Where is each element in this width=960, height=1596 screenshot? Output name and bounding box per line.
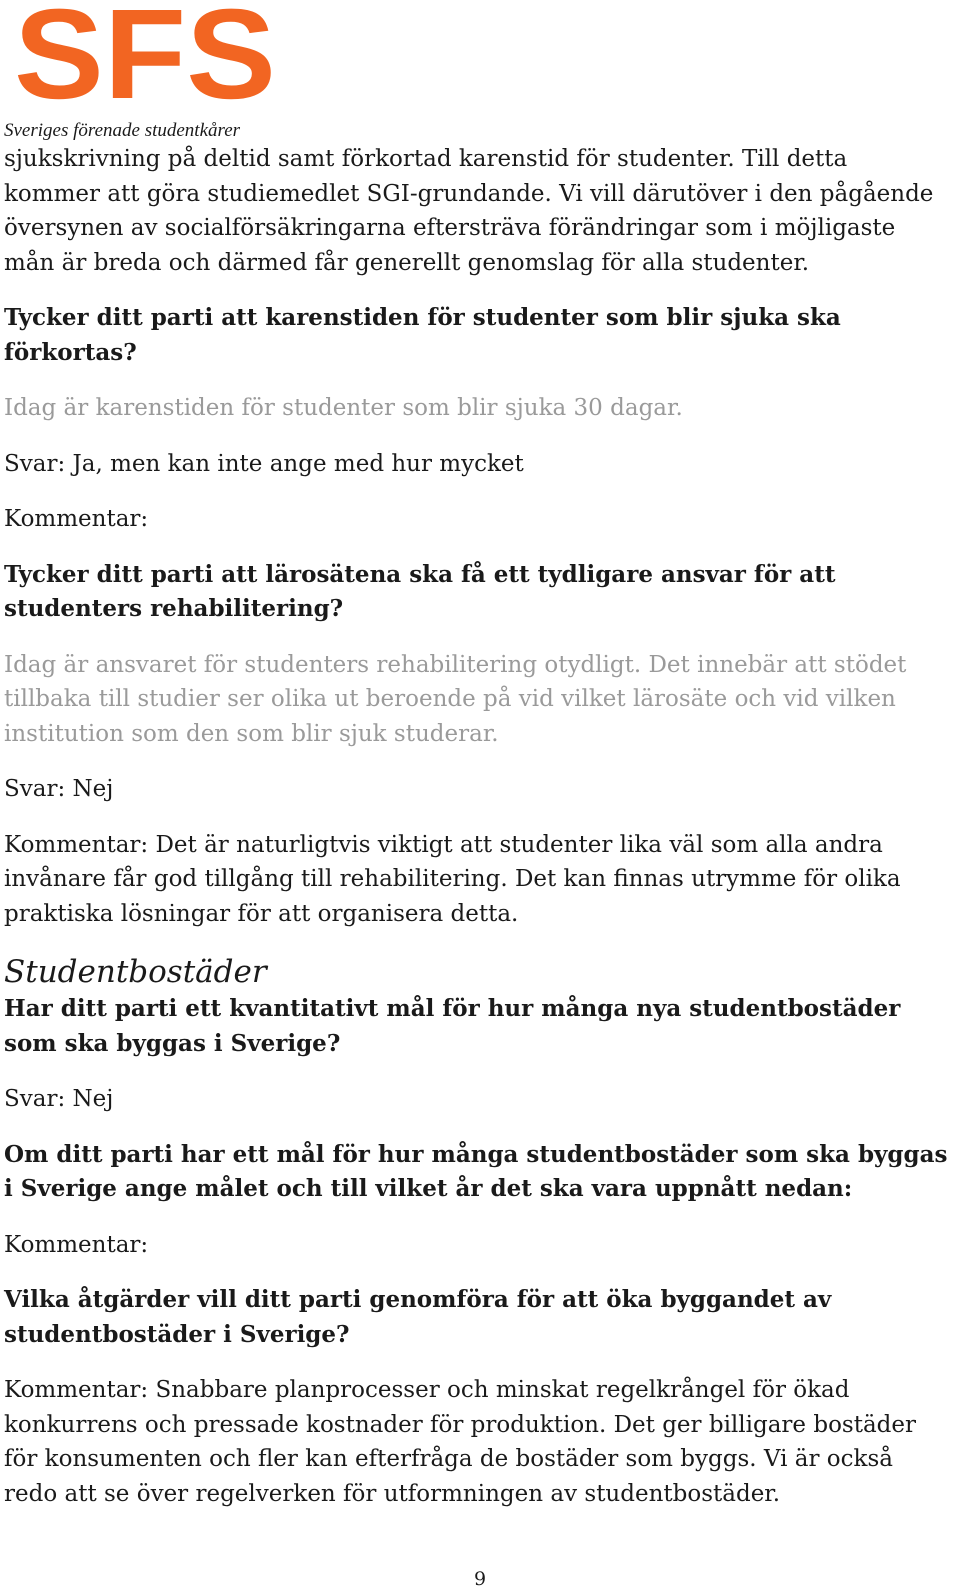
sfs-logo-mark <box>14 0 284 110</box>
comment-rehabilitering: Kommentar: Det är naturligtvis viktigt att studenter lika väl som alla andra invånare får god tillgång till rehabilitering. Det kan finnas utrymme för olika praktiska lösningar för att organisera detta. <box>4 831 901 927</box>
logo-tagline: Sveriges förenade studentkårer <box>4 120 241 141</box>
question-karenstid: Tycker ditt parti att karenstiden för studenter som blir sjuka ska förkortas? <box>4 304 841 366</box>
answer-karenstid: Svar: Ja, men kan inte ange med hur mycket <box>4 450 524 477</box>
question-rehabilitering: Tycker ditt parti att lärosätena ska få ett tydligare ansvar för att studenters rehabilitering? <box>4 560 836 622</box>
intro-paragraph: sjukskrivning på deltid samt förkortad karenstid för studenter. Till detta kommer att göra studiemedlet SGI-grundande. Vi vill därutöver i den pågående översynen av socialförsäkringarna eftersträva förändringar som i möjligaste mån är breda och därmed får generellt genomslag för alla studenter. <box>4 146 934 276</box>
question-kvantitativt-mal: Har ditt parti ett kvantitativt mål för hur många nya studentbostäder som ska byggas i Sverige? <box>4 995 901 1057</box>
page-content <box>4 142 950 1511</box>
question-atgarder: Vilka åtgärder vill ditt parti genomföra för att öka byggandet av studentbostäder i Sverige? <box>4 1286 832 1348</box>
comment-atgarder: Kommentar: Snabbare planprocesser och minskat regelkrångel för ökad konkurrens och pressade kostnader för produktion. Det ger billigare bostäder för konsumenten och fler kan efterfråga de bostäder som byggs. Vi är också redo att se över regelverken för utformningen av studentbostäder. <box>4 1377 917 1507</box>
info-rehabilitering: Idag är ansvaret för studenters rehabilitering otydligt. Det innebär att stödet tillbaka till studier ser olika ut beroende på vid vilket lärosäte och vid vilken institution som den som blir sjuk studerar. <box>4 651 907 747</box>
section-title-studentbostader: Studentbostäder <box>4 954 267 990</box>
answer-kvantitativt-mal: Svar: Nej <box>4 1086 114 1112</box>
answer-rehabilitering: Svar: Nej <box>4 776 114 802</box>
svg-text:SFS: SFS <box>14 0 276 110</box>
question-mal-och-ar: Om ditt parti har ett mål för hur många studentbostäder som ska byggas i Sverige ange målet och till vilket år det ska vara uppnått nedan: <box>4 1140 948 1202</box>
page-number: 9 <box>473 1568 487 1590</box>
info-karenstid: Idag är karenstiden för studenter som blir sjuka 30 dagar. <box>4 395 683 421</box>
comment-mal-och-ar: Kommentar: <box>4 1231 149 1258</box>
comment-karenstid: Kommentar: <box>4 506 149 532</box>
